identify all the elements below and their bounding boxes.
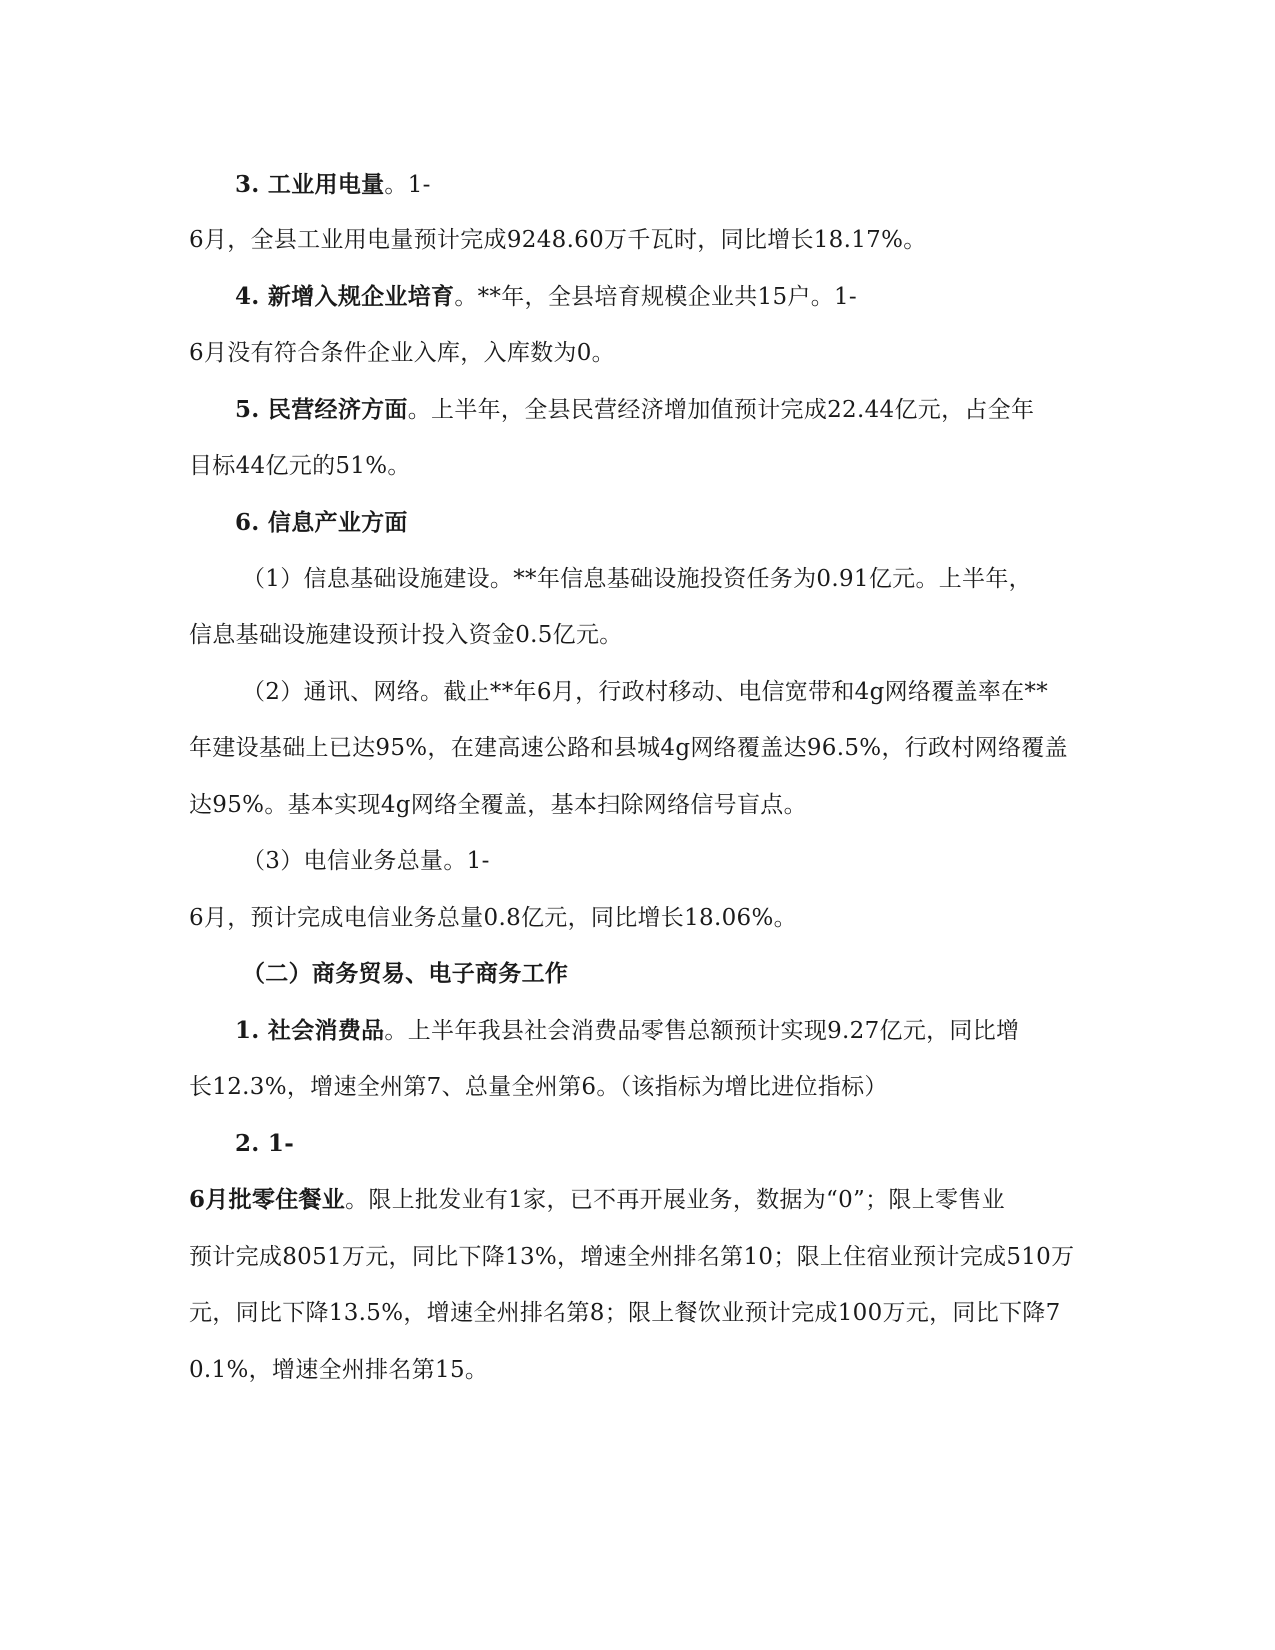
paragraph-line: 信息基础设施建设预计投入资金0.5亿元。 <box>189 622 623 648</box>
section-heading: 6. 信息产业方面 <box>235 509 408 536</box>
paragraph-line <box>189 1180 1089 1220</box>
paragraph-line: 0.1%，增速全州排名第15。 <box>189 1357 489 1383</box>
paragraph-line: 6月没有符合条件企业入库，入库数为0。 <box>189 340 615 366</box>
paragraph-heading: 6月批零住餐业 <box>189 1186 346 1213</box>
paragraph-line <box>235 390 1135 430</box>
paragraph-line: （1）信息基础设施建设。**年信息基础设施投资任务为0.91亿元。上半年， <box>242 566 1032 592</box>
paragraph-text: 。上半年，全县民营经济增加值预计完成22.44亿元，占全年 <box>407 397 1035 423</box>
paragraph-line: 6月，全县工业用电量预计完成9248.60万千瓦时，同比增长18.17%。 <box>189 227 927 253</box>
paragraph-text: 。限上批发业有1家，已不再开展业务，数据为“0”；限上零售业 <box>345 1187 1005 1213</box>
paragraph-text: 。**年，全县培育规模企业共15户。1- <box>454 284 857 310</box>
paragraph-line: 年建设基础上已达95%，在建高速公路和县城4g网络覆盖达96.5%，行政村网络覆盖 <box>189 735 1068 761</box>
paragraph-heading: 1. 社会消费品 <box>235 1017 385 1044</box>
paragraph-text: 。上半年我县社会消费品零售总额预计实现9.27亿元，同比增 <box>384 1018 1020 1044</box>
paragraph-line <box>235 1011 1135 1051</box>
paragraph-heading: 3. 工业用电量 <box>235 171 385 198</box>
paragraph-heading: 5. 民营经济方面 <box>235 396 408 423</box>
paragraph-heading: 4. 新增入规企业培育 <box>235 283 455 310</box>
paragraph-heading: 2. 1- <box>235 1130 295 1157</box>
paragraph-line: 达95%。基本实现4g网络全覆盖，基本扫除网络信号盲点。 <box>189 792 807 818</box>
paragraph-line <box>235 165 1135 205</box>
paragraph-line: 6月，预计完成电信业务总量0.8亿元，同比增长18.06%。 <box>189 905 797 931</box>
paragraph-line: 目标44亿元的51%。 <box>189 453 411 479</box>
paragraph-line: 元，同比下降13.5%，增速全州排名第8；限上餐饮业预计完成100万元，同比下降7 <box>189 1300 1061 1326</box>
paragraph-line: （2）通讯、网络。截止**年6月，行政村移动、电信宽带和4g网络覆盖率在** <box>242 679 1049 705</box>
paragraph-line <box>235 277 1135 317</box>
section-heading: （二）商务贸易、电子商务工作 <box>242 960 569 987</box>
paragraph-line: 长12.3%，增速全州第7、总量全州第6。（该指标为增比进位指标） <box>189 1074 888 1100</box>
paragraph-line: （3）电信业务总量。1- <box>242 848 490 874</box>
paragraph-line: 预计完成8051万元，同比下降13%，增速全州排名第10；限上住宿业预计完成510万 <box>189 1244 1075 1270</box>
paragraph-text: 。1- <box>384 172 431 198</box>
